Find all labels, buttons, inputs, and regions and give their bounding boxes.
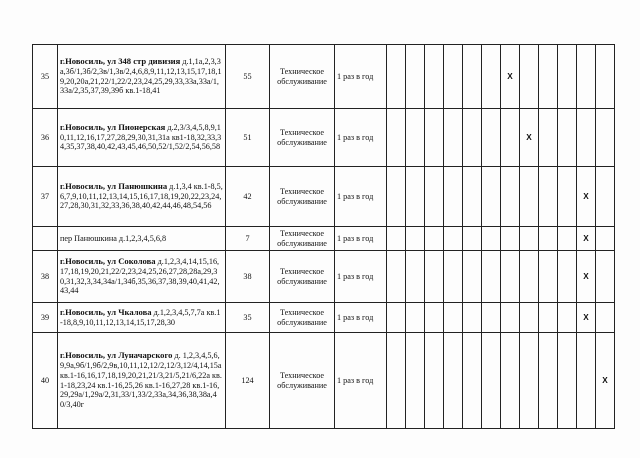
schedule-cell bbox=[406, 45, 425, 109]
address-cell bbox=[58, 45, 226, 109]
schedule-cell bbox=[501, 109, 520, 167]
schedule-cell bbox=[596, 227, 615, 251]
schedule-cell bbox=[387, 227, 406, 251]
schedule-cell bbox=[596, 303, 615, 333]
table-row bbox=[33, 227, 615, 251]
schedule-cell bbox=[387, 45, 406, 109]
house-count: 51 bbox=[226, 109, 270, 167]
street-name: г.Новосиль, ул Пионерская bbox=[60, 121, 166, 132]
schedule-cell bbox=[596, 109, 615, 167]
house-count: 38 bbox=[226, 251, 270, 303]
street-name: г.Новосиль, ул 348 стр дивизия bbox=[60, 56, 181, 67]
schedule-cell bbox=[520, 333, 539, 429]
table-row bbox=[33, 167, 615, 227]
row-number bbox=[33, 227, 58, 251]
schedule-cell bbox=[425, 251, 444, 303]
service-type: Техническое обслуживание bbox=[270, 251, 335, 303]
schedule-cell bbox=[387, 109, 406, 167]
frequency: 1 раз в год bbox=[335, 251, 387, 303]
schedule-cell bbox=[463, 109, 482, 167]
service-type: Техническое обслуживание bbox=[270, 109, 335, 167]
schedule-cell bbox=[425, 167, 444, 227]
schedule-cell bbox=[539, 45, 558, 109]
schedule-cell bbox=[444, 303, 463, 333]
schedule-cell bbox=[463, 45, 482, 109]
schedule-cell bbox=[482, 333, 501, 429]
schedule-cell bbox=[577, 45, 596, 109]
schedule-mark: X bbox=[596, 333, 615, 429]
schedule-cell bbox=[501, 303, 520, 333]
schedule-mark: X bbox=[501, 45, 520, 109]
house-count: 124 bbox=[226, 333, 270, 429]
schedule-cell bbox=[482, 167, 501, 227]
schedule-cell bbox=[482, 227, 501, 251]
schedule-cell bbox=[444, 109, 463, 167]
schedule-cell bbox=[463, 167, 482, 227]
address-cell bbox=[58, 167, 226, 227]
street-name: г.Новосиль, ул Соколова bbox=[60, 256, 156, 267]
schedule-cell bbox=[406, 251, 425, 303]
schedule-cell bbox=[444, 227, 463, 251]
schedule-cell bbox=[444, 167, 463, 227]
schedule-cell bbox=[558, 303, 577, 333]
row-number: 36 bbox=[33, 109, 58, 167]
row-number: 40 bbox=[33, 333, 58, 429]
service-type: Техническое обслуживание bbox=[270, 303, 335, 333]
table-row bbox=[33, 251, 615, 303]
schedule-cell bbox=[539, 303, 558, 333]
schedule-cell bbox=[387, 333, 406, 429]
schedule-cell bbox=[501, 333, 520, 429]
schedule-cell bbox=[596, 251, 615, 303]
frequency: 1 раз в год bbox=[335, 167, 387, 227]
schedule-table bbox=[32, 44, 615, 429]
schedule-cell bbox=[425, 333, 444, 429]
schedule-cell bbox=[406, 227, 425, 251]
schedule-cell bbox=[520, 303, 539, 333]
schedule-cell bbox=[463, 333, 482, 429]
schedule-cell bbox=[463, 303, 482, 333]
table-row bbox=[33, 45, 615, 109]
row-number: 35 bbox=[33, 45, 58, 109]
address-cell bbox=[58, 303, 226, 333]
schedule-cell bbox=[463, 251, 482, 303]
frequency: 1 раз в год bbox=[335, 45, 387, 109]
table-row bbox=[33, 333, 615, 429]
schedule-cell bbox=[539, 251, 558, 303]
schedule-cell bbox=[558, 45, 577, 109]
table-row bbox=[33, 303, 615, 333]
schedule-cell bbox=[558, 109, 577, 167]
frequency: 1 раз в год bbox=[335, 303, 387, 333]
schedule-cell bbox=[482, 303, 501, 333]
row-number: 39 bbox=[33, 303, 58, 333]
schedule-cell bbox=[596, 45, 615, 109]
schedule-mark: X bbox=[577, 227, 596, 251]
street-name: г.Новосиль, ул Панюшкина bbox=[60, 180, 168, 191]
frequency: 1 раз в год bbox=[335, 109, 387, 167]
house-list: д. 1,2,3,4,5,6,9,9а,9б/1,9б/2,9в,10,11,12,12/2,12/3,12/4,14,15а кв.1-16,16,17,18,19,20,21,21/3,21/5,21/6,22а кв.1-18,23,24 кв.1-16,25,26 кв.1-16,27,28 кв.1-16,29,29а/1,29а/2,31,33/1,33/2,33а,34,36,38,38а,40/3,40г bbox=[60, 351, 222, 409]
address-cell bbox=[58, 227, 226, 251]
schedule-cell bbox=[425, 227, 444, 251]
house-list: д.1,1а,2,3,3а,3б/1,3б/2,3в/1,3в/2,4,6,8,9,11,12,13,15,17,18,19,20,20а,21,22/1,22/2,23,24,25,29,33,33а,33а/1,33а/2,35,37,39,39б кв.1-18,41 bbox=[60, 57, 222, 96]
house-count: 7 bbox=[226, 227, 270, 251]
schedule-cell bbox=[482, 109, 501, 167]
schedule-cell bbox=[539, 333, 558, 429]
house-list: д.1,2,3,4,14,15,16,17,18,19,20,21,22/2,23,24,25,26,27,28,28а,29,30,31,32,3,34,34а/1,34б,35,36,37,38,39,40,41,42,43,44 bbox=[60, 257, 220, 296]
service-type: Техническое обслуживание bbox=[270, 167, 335, 227]
street-name: г.Новосиль, ул Луначарского bbox=[60, 350, 173, 361]
house-list: пер Панюшкина д.1,2,3,4,5,6,8 bbox=[60, 233, 167, 243]
frequency: 1 раз в год bbox=[335, 227, 387, 251]
schedule-cell bbox=[558, 333, 577, 429]
schedule-cell bbox=[387, 303, 406, 333]
schedule-cell bbox=[406, 333, 425, 429]
schedule-cell bbox=[596, 167, 615, 227]
house-list: д.1,3,4 кв.1-8,5,6,7,9,10,11,12,13,14,15,16,17,18,19,20,22,23,24,27,28,30,31,32,33,36,38,40,42,44,46,48,54,56 bbox=[60, 181, 223, 211]
house-count: 42 bbox=[226, 167, 270, 227]
schedule-cell bbox=[501, 251, 520, 303]
schedule-cell bbox=[577, 333, 596, 429]
service-type: Техническое обслуживание bbox=[270, 45, 335, 109]
schedule-cell bbox=[406, 303, 425, 333]
schedule-cell bbox=[425, 109, 444, 167]
schedule-cell bbox=[444, 333, 463, 429]
schedule-mark: X bbox=[520, 109, 539, 167]
schedule-cell bbox=[520, 227, 539, 251]
table-body bbox=[33, 45, 615, 429]
service-type: Техническое обслуживание bbox=[270, 333, 335, 429]
schedule-cell bbox=[406, 109, 425, 167]
frequency: 1 раз в год bbox=[335, 333, 387, 429]
address-cell bbox=[58, 109, 226, 167]
house-list: д.2,3/3,4,5,8,9,10,11,12,16,17,27,28,29,30,31,31а кв1-18,32,33,34,35,37,38,40,42,43,45,46,50,52/1,52/2,54,56,58 bbox=[60, 122, 222, 152]
street-name: г.Новосиль, ул Чкалова bbox=[60, 306, 152, 317]
row-number: 37 bbox=[33, 167, 58, 227]
house-count: 55 bbox=[226, 45, 270, 109]
schedule-cell bbox=[577, 109, 596, 167]
schedule-cell bbox=[558, 251, 577, 303]
schedule-cell bbox=[387, 167, 406, 227]
schedule-cell bbox=[558, 167, 577, 227]
schedule-cell bbox=[520, 45, 539, 109]
schedule-cell bbox=[501, 167, 520, 227]
row-number: 38 bbox=[33, 251, 58, 303]
schedule-cell bbox=[387, 251, 406, 303]
schedule-cell bbox=[539, 227, 558, 251]
schedule-mark: X bbox=[577, 251, 596, 303]
address-cell bbox=[58, 251, 226, 303]
schedule-cell bbox=[425, 303, 444, 333]
schedule-cell bbox=[482, 45, 501, 109]
schedule-mark: X bbox=[577, 303, 596, 333]
schedule-mark: X bbox=[577, 167, 596, 227]
house-list: д.1,2,3,4,5,7,7а кв.1-18,8,9,10,11,12,13,14,15,17,28,30 bbox=[60, 307, 221, 327]
schedule-cell bbox=[539, 109, 558, 167]
schedule-cell bbox=[406, 167, 425, 227]
schedule-cell bbox=[425, 45, 444, 109]
service-type: Техническое обслуживание bbox=[270, 227, 335, 251]
schedule-cell bbox=[501, 227, 520, 251]
schedule-cell bbox=[463, 227, 482, 251]
schedule-cell bbox=[520, 251, 539, 303]
schedule-cell bbox=[520, 167, 539, 227]
schedule-cell bbox=[444, 45, 463, 109]
address-cell bbox=[58, 333, 226, 429]
table-row bbox=[33, 109, 615, 167]
schedule-cell bbox=[558, 227, 577, 251]
schedule-cell bbox=[539, 167, 558, 227]
schedule-cell bbox=[482, 251, 501, 303]
house-count: 35 bbox=[226, 303, 270, 333]
schedule-cell bbox=[444, 251, 463, 303]
